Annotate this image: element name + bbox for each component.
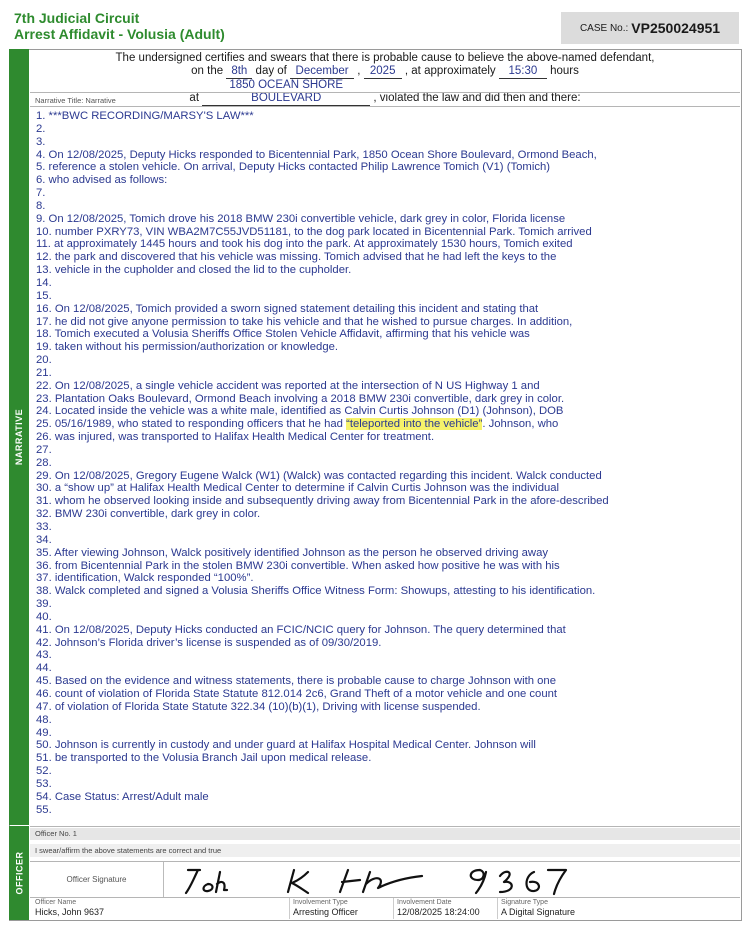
narrative-text <box>36 110 736 816</box>
narrative-line: 33. <box>36 521 52 533</box>
form-title: Arrest Affidavit - Volusia (Adult) <box>14 26 225 42</box>
narrative-line: 43. <box>36 649 52 662</box>
involvement-type: Arresting Officer <box>293 907 358 917</box>
narrative-line: 1. ***BWC RECORDING/MARSY'S LAW*** <box>36 110 254 122</box>
intro-line-1: The undersigned certifies and swears that there is probable cause to believe the above-named defendant, <box>115 52 655 64</box>
officer-name-cell: Officer Name Hicks, John 9637 <box>35 898 285 919</box>
narrative-line: 27. <box>36 443 52 456</box>
narrative-line: 44. <box>36 662 52 675</box>
narrative-line: 38. Walck completed and signed a Volusia Sheriffs Office Witness Form: Showups, attesting to his identification. <box>36 585 596 598</box>
narrative-line: 23. Plantation Oaks Boulevard, Ormond Beach involving a 2018 BMW 230i convertible, dark grey in color. <box>36 392 565 405</box>
narrative-line: 34. <box>36 533 52 546</box>
narrative-line: 22. On 12/08/2025, a single vehicle accident was reported at the intersection of N US Highway 1 and <box>36 379 540 392</box>
month-field: December <box>290 65 354 79</box>
narrative-line: 6. who advised as follows: <box>36 174 168 187</box>
narrative-line: 7. <box>36 187 46 200</box>
divider <box>30 826 740 827</box>
narrative-line: 2. <box>36 122 46 135</box>
divider <box>30 106 740 107</box>
narrative-line: 54. Case Status: Arrest/Adult male <box>36 790 209 803</box>
year-field: 2025 <box>364 65 402 79</box>
involvement-date: 12/08/2025 18:24:00 <box>397 907 480 917</box>
circuit-name: 7th Judicial Circuit <box>14 10 140 26</box>
narrative-line: 32. BMW 230i convertible, dark grey in color. <box>36 508 261 521</box>
narrative-line: 16. On 12/08/2025, Tomich provided a sworn signed statement detailing this incident and stating that <box>36 302 539 315</box>
narrative-line: 17. he did not give anyone permission to take his vehicle and that he wished to pursue charges. In addition, <box>36 315 573 328</box>
narrative-line: 18. Tomich executed a Volusia Sheriffs Office Stolen Vehicle Affidavit, affirming that his vehicle was <box>36 328 530 341</box>
divider <box>497 898 498 919</box>
narrative-line: 42. Johnson’s Florida driver’s license is suspended as of 09/30/2019. <box>36 636 382 649</box>
narrative-line: 35. After viewing Johnson, Walck positively identified Johnson as the person he observed driving away <box>36 546 548 559</box>
narrative-line: 53. <box>36 777 52 790</box>
narrative-line: 47. of violation of Florida State Statute 322.34 (10)(b)(1), Driving with license suspended. <box>36 700 481 713</box>
location-field: 1850 OCEAN SHORE BOULEVARD <box>202 79 370 106</box>
case-number-box <box>561 12 739 44</box>
narrative-line: 11. at approximately 1445 hours and took his dog into the park. At approximately 1530 hours, Tomich exited <box>36 238 573 251</box>
officer-number: Officer No. 1 <box>30 828 740 840</box>
signature-type-cell: Signature Type A Digital Signature <box>501 898 701 919</box>
narrative-line: 19. taken without his permission/authorization or knowledge. <box>36 341 339 354</box>
divider <box>393 898 394 919</box>
narrative-line: 28. <box>36 456 52 469</box>
involvement-type-cell: Involvement Type Arresting Officer <box>293 898 393 919</box>
narrative-title: Narrative Title: Narrative <box>35 96 116 105</box>
narrative-line: 40. <box>36 610 52 623</box>
narrative-line: 45. Based on the evidence and witness statements, there is probable cause to charge Johnson with one <box>36 675 556 688</box>
narrative-line: 9. On 12/08/2025, Tomich drove his 2018 BMW 230i convertible vehicle, dark grey in color, Florida license <box>36 212 566 225</box>
intro-line-2: on the 8th day of December , 2025 , at approximately 15:30 hours <box>191 65 579 77</box>
narrative-line: 37. identification, Walck responded “100%”. <box>36 572 254 585</box>
narrative-line: 41. On 12/08/2025, Deputy Hicks conducted an FCIC/NCIC query for Johnson. The query determined that <box>36 623 566 636</box>
signature-image <box>164 862 740 897</box>
narrative-line: 50. Johnson is currently in custody and under guard at Halifax Hospital Medical Center. Johnson will <box>36 739 536 752</box>
intro-line-3: at 1850 OCEAN SHORE BOULEVARD , violated the law and did then and there: <box>189 79 581 104</box>
narrative-line: 14. <box>36 276 52 289</box>
narrative-line: 24. Located inside the vehicle was a white male, identified as Calvin Curtis Johnson (D1) (Johnson), DOB <box>36 405 564 418</box>
time-field: 15:30 <box>499 65 547 79</box>
probable-cause-statement <box>30 52 740 106</box>
case-label: CASE No.: <box>579 22 629 34</box>
narrative-line: 36. from Bicentennial Park in the stolen BMW 230i convertible. When asked how positive he was with his <box>36 559 560 572</box>
narrative-line: 20. <box>36 354 52 367</box>
narrative-line: 39. <box>36 598 52 611</box>
narrative-line: 15. <box>36 289 52 302</box>
narrative-line: 55. <box>36 803 52 816</box>
officer-signature <box>164 862 740 897</box>
narrative-line: 29. On 12/08/2025, Gregory Eugene Walck (W1) (Walck) was contacted regarding this incident. Walck conducted <box>36 469 602 482</box>
narrative-line: 30. a “show up” at Halifax Health Medical Center to determine if Calvin Curtis Johnson was the individual <box>36 482 560 495</box>
narrative-line: 46. count of violation of Florida State Statute 812.014 2c6, Grand Theft of a motor vehicle and one count <box>36 687 558 700</box>
involvement-date-cell: Involvement Date 12/08/2025 18:24:00 <box>397 898 497 919</box>
swear-statement: I swear/affirm the above statements are correct and true <box>30 844 740 857</box>
day-field: 8th <box>226 65 252 79</box>
narrative-line: 31. whom he observed looking inside and subsequently driving away from Bicentennial Park in the afore-described <box>36 495 609 508</box>
narrative-line: 51. be transported to the Volusia Branch Jail upon medical release. <box>36 752 372 765</box>
narrative-line: 4. On 12/08/2025, Deputy Hicks responded to Bicentennial Park, 1850 Ocean Shore Boulevard, Ormond Beach, <box>36 148 597 161</box>
narrative-sidebar: NARRATIVE <box>9 49 29 825</box>
narrative-line: 13. vehicle in the cupholder and closed the lid to the cupholder. <box>36 264 352 277</box>
narrative-line: 21. <box>36 366 52 379</box>
narrative-line: 48. <box>36 713 52 726</box>
narrative-line: 10. number PXRY73, VIN WBA2M7C55JVD51181, to the dog park located in Bicentennial Park. Tomich arrived <box>36 225 592 238</box>
narrative-line: 8. <box>36 199 46 212</box>
signature-label: Officer Signature <box>30 862 164 897</box>
signature-type: A Digital Signature <box>501 907 576 917</box>
officer-sidebar: OFFICER <box>9 826 29 920</box>
narrative-line: 12. the park and discovered that his vehicle was missing. Tomich advised that he had left the keys to the <box>36 251 557 264</box>
highlighted-quote: “teleported into the vehicle” <box>346 418 483 431</box>
case-number: VP250024951 <box>631 20 721 36</box>
narrative-line: 26. was injured, was transported to Halifax Health Medical Center for treatment. <box>36 431 435 444</box>
narrative-line: 3. <box>36 135 46 148</box>
form-header <box>14 10 225 42</box>
divider <box>289 898 290 919</box>
narrative-line: 52. <box>36 765 52 778</box>
officer-name: Hicks, John 9637 <box>35 907 105 917</box>
narrative-line: 5. reference a stolen vehicle. On arrival, Deputy Hicks contacted Philip Lawrence Tomich (V1) (Tomich) <box>36 161 551 174</box>
divider <box>30 92 740 93</box>
narrative-line: 49. <box>36 726 52 739</box>
narrative-line: 25. 05/16/1989, who stated to responding officers that he had “teleported into the vehicle”. Johnson, who <box>36 418 559 431</box>
